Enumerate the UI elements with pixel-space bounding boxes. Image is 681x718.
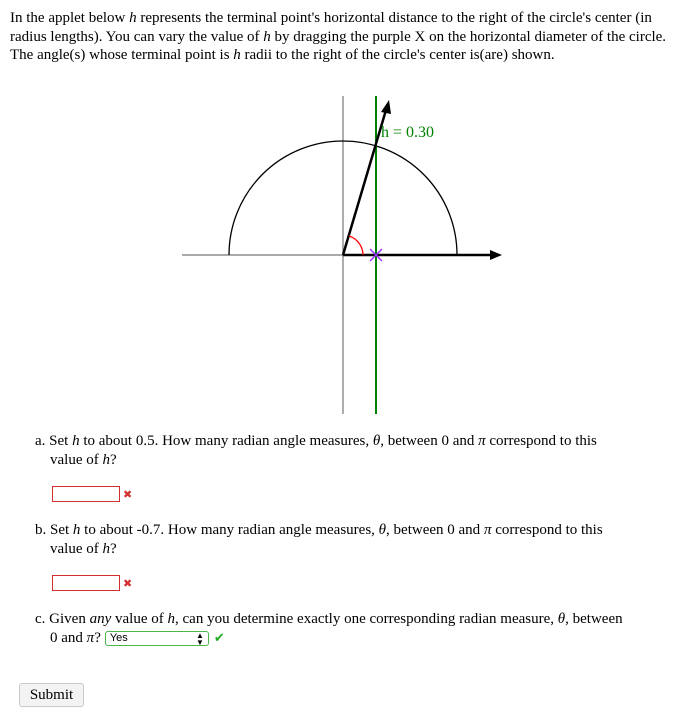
question-a-var-h: h: [72, 433, 80, 449]
submit-button[interactable]: Submit: [19, 683, 84, 707]
question-b-text: ?: [109, 541, 117, 557]
pi-symbol: π: [86, 630, 95, 646]
question-c-any: any: [89, 611, 112, 627]
question-c-text: value of: [111, 611, 168, 627]
question-a-text: ?: [109, 452, 117, 468]
question-a: [35, 432, 670, 470]
intro-text-4: radii to the right of the circle's center is(are) shown.: [240, 47, 555, 63]
question-a-text: , between 0 and: [380, 433, 479, 449]
theta-symbol: θ: [372, 433, 381, 449]
intro-var-h: h: [263, 28, 271, 45]
question-c-text: ?: [94, 630, 101, 646]
answer-a-input[interactable]: [52, 486, 120, 502]
question-a-text: Set: [49, 433, 73, 449]
question-b-var-h: h: [102, 541, 110, 557]
question-c-text: , between: [565, 611, 623, 627]
answer-c-select[interactable]: [105, 631, 209, 646]
question-b-text: , between 0 and: [386, 522, 484, 538]
question-c-text: 0 and: [50, 630, 87, 646]
intro-text-2: represents the terminal point's horizontal distance to the right of the circle's center (in radius lengths). You can vary the value of: [10, 10, 652, 45]
theta-symbol: θ: [378, 522, 387, 538]
pi-symbol: π: [483, 522, 492, 538]
h-value-label: h = 0.30: [381, 124, 435, 141]
angle-arc: [349, 236, 363, 255]
question-a-text: correspond to this: [485, 433, 597, 449]
select-stepper-icon: ▲ ▼: [195, 630, 204, 647]
intro-text-1: In the applet below: [10, 10, 130, 26]
question-c-var-h: h: [167, 611, 175, 627]
question-b-prefix: b.: [35, 522, 47, 538]
question-c-prefix: c.: [35, 611, 46, 627]
theta-symbol: θ: [557, 611, 566, 627]
question-b: [35, 521, 670, 559]
instructions-text: [10, 9, 670, 65]
answer-b-row: [52, 575, 132, 591]
answer-c-selected-value: Yes: [109, 632, 128, 645]
question-a-var-h: h: [102, 452, 110, 468]
answer-b-input[interactable]: [52, 575, 120, 591]
initial-side-arrowhead: [490, 250, 502, 260]
terminal-side-arrow: [343, 110, 386, 255]
incorrect-icon: ✖: [123, 576, 133, 590]
question-b-text: Set: [50, 522, 73, 538]
answer-a-row: [52, 486, 132, 502]
question-c-text: , can you determine exactly one corresponding radian measure,: [175, 611, 558, 627]
correct-icon: ✔: [213, 631, 225, 646]
intro-var-h: h: [233, 47, 241, 63]
pi-symbol: π: [478, 433, 486, 449]
question-c-text: Given: [49, 611, 90, 627]
question-a-prefix: a.: [35, 433, 46, 449]
question-b-var-h: h: [72, 522, 81, 538]
question-c: [35, 610, 670, 648]
intro-text-3: by dragging the purple X on the horizontal diameter of the circle. The angle(s) whose terminal point is: [10, 28, 667, 63]
question-b-text: to about -0.7. How many radian angle measures,: [80, 522, 379, 538]
incorrect-icon: ✖: [123, 487, 133, 501]
question-b-text: value of: [50, 541, 103, 557]
intro-var-h: h: [129, 10, 137, 26]
question-a-text: value of: [50, 452, 103, 468]
question-b-text: correspond to this: [491, 522, 603, 538]
question-a-text: to about 0.5. How many radian angle measures,: [79, 433, 373, 449]
terminal-side-arrowhead: [381, 100, 391, 114]
unit-circle-applet[interactable]: [170, 92, 510, 417]
